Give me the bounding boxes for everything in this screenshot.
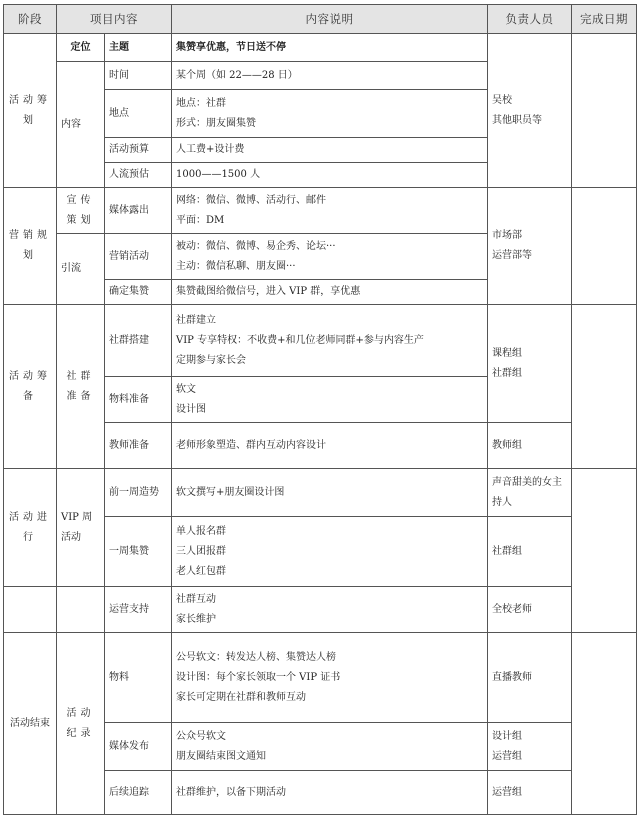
header-date: 完成日期	[572, 5, 637, 34]
summary-cell: 活动纪录	[57, 633, 105, 815]
content-cell: 内容	[57, 62, 105, 188]
place-value: 地点：社群 形式：朋友圈集赞	[172, 90, 488, 138]
follow-value: 社群维护，以备下期活动	[172, 771, 488, 815]
activity-value: 被动：微信、微博、易企秀、论坛··· 主动：微信私聊、朋友圈···	[172, 234, 488, 280]
stage-planning: 活动筹划	[4, 34, 57, 188]
week-value: 单人报名群 三人团报群 老人红包群	[172, 517, 488, 587]
header-item: 项目内容	[57, 5, 172, 34]
running-date	[572, 469, 637, 633]
build-label: 社群搭建	[105, 305, 172, 377]
warmup-value: 软文撰写+朋友圈设计图	[172, 469, 488, 517]
activity-label: 营销活动	[105, 234, 172, 280]
header-stage: 阶段	[4, 5, 57, 34]
ending-date	[572, 633, 637, 815]
material-end-label: 物料	[105, 633, 172, 723]
support-value: 社群互动 家长维护	[172, 587, 488, 633]
planning-date	[572, 34, 637, 188]
positioning-cell: 定位	[57, 34, 105, 62]
topic-value: 集赞享优惠，节日送不停	[172, 34, 488, 62]
empty-stage-cell	[4, 587, 57, 633]
header-owner: 负责人员	[488, 5, 572, 34]
teacher-value: 老师形象塑造、群内互动内容设计	[172, 423, 488, 469]
teacher-label: 教师准备	[105, 423, 172, 469]
collect-value: 集赞截图给微信号，进入 VIP 群，享优惠	[172, 280, 488, 305]
promo-cell: 宣传策划	[57, 188, 105, 234]
flow-value: 1000——1500 人	[172, 163, 488, 188]
traffic-cell: 引流	[57, 234, 105, 305]
table-row	[4, 469, 637, 517]
stage-marketing: 营销规划	[4, 188, 57, 305]
stage-running: 活动进行	[4, 469, 57, 587]
material-prep-value: 软文 设计图	[172, 377, 488, 423]
material-end-value: 公号软文：转发达人榜、集赞达人榜 设计图：每个家长领取一个 VIP 证书 家长可定期在社群和教师互动	[172, 633, 488, 723]
stage-prep: 活动筹备	[4, 305, 57, 469]
empty-item-cell	[57, 587, 105, 633]
table-row	[4, 34, 637, 62]
table-row	[4, 188, 637, 234]
media-end-owner: 设计组 运营组	[488, 723, 572, 771]
warmup-owner: 声音甜美的女主持人	[488, 469, 572, 517]
media-end-label: 媒体发布	[105, 723, 172, 771]
week-label: 一周集赞	[105, 517, 172, 587]
material-prep-label: 物料准备	[105, 377, 172, 423]
table-row	[4, 305, 637, 377]
flow-label: 人流预估	[105, 163, 172, 188]
activity-plan-table	[3, 4, 637, 815]
build-value: 社群建立 VIP 专享特权：不收费+和几位老师同群+参与内容生产 定期参与家长会	[172, 305, 488, 377]
media-label: 媒体露出	[105, 188, 172, 234]
vip-cell: VIP 周活动	[57, 469, 105, 587]
planning-owner: 吴校 其他职员等	[488, 34, 572, 188]
follow-owner: 运营组	[488, 771, 572, 815]
teacher-owner: 教师组	[488, 423, 572, 469]
budget-value: 人工费+设计费	[172, 138, 488, 163]
support-label: 运营支持	[105, 587, 172, 633]
place-label: 地点	[105, 90, 172, 138]
warmup-label: 前一周造势	[105, 469, 172, 517]
build-owner: 课程组 社群组	[488, 305, 572, 423]
marketing-date	[572, 188, 637, 305]
follow-label: 后续追踪	[105, 771, 172, 815]
header-desc: 内容说明	[172, 5, 488, 34]
support-owner: 全校老师	[488, 587, 572, 633]
topic-label: 主题	[105, 34, 172, 62]
material-end-owner: 直播教师	[488, 633, 572, 723]
time-value: 某个周（如 22——28 日）	[172, 62, 488, 90]
table-row	[4, 633, 637, 723]
group-prep-cell: 社群准备	[57, 305, 105, 469]
header-row	[4, 5, 637, 34]
week-owner: 社群组	[488, 517, 572, 587]
time-label: 时间	[105, 62, 172, 90]
table-row	[4, 587, 637, 633]
budget-label: 活动预算	[105, 138, 172, 163]
prep-date	[572, 305, 637, 469]
media-end-value: 公众号软文 朋友圈结束图文通知	[172, 723, 488, 771]
stage-ending: 活动结束	[4, 633, 57, 815]
collect-label: 确定集赞	[105, 280, 172, 305]
media-value: 网络：微信、微博、活动行、邮件 平面：DM	[172, 188, 488, 234]
marketing-owner: 市场部 运营部等	[488, 188, 572, 305]
